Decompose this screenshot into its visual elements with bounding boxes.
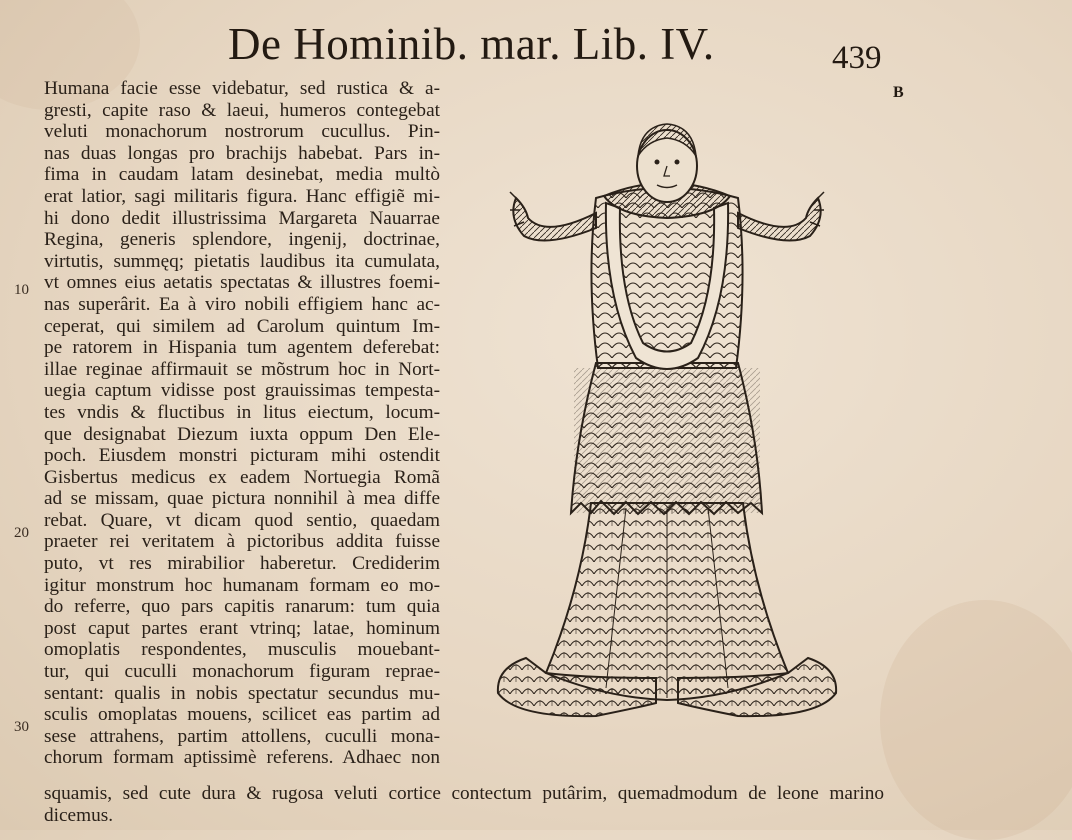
body-line: do referre, quo pars capitis ranarum: tum quia [44,596,440,618]
sea-monk-woodcut [486,118,848,728]
body-line: illae reginae affirmauit se mõstrum hoc in Nort- [44,358,440,380]
body-line: igitur monstrum hoc humanam formam eo mo- [44,574,440,596]
body-line: poch. Eiusdem monstri picturam mihi ostendit [44,445,440,467]
body-text-column [44,78,440,769]
line-number: 10 [14,282,29,298]
body-line: pe ratorem in Hispania tum agentem deferebat: [44,337,440,359]
body-line: chorum formam aptissimè referens. Adhaec non [44,747,440,769]
line-number: 30 [14,719,29,735]
body-line: sentant: qualis in nobis spectatur secundus mu- [44,682,440,704]
body-line: fima in caudam latam desinebat, media multò [44,164,440,186]
body-line: sese attrahens, partim attollens, cuculli mona- [44,725,440,747]
body-line: virtutis, summęq; pietatis laudibus ita cumulata, [44,250,440,272]
body-line: ceperat, qui similem ad Carolum quintum Im- [44,315,440,337]
body-line: que designabat Diezum iuxta oppum Den Ele- [44,423,440,445]
line-number: 20 [14,525,29,541]
body-line: vt omnes eius aetatis spectatas & illustres foemi- [44,272,440,294]
body-line: tes vndis & fluctibus in litus eiectum, locum- [44,401,440,423]
body-line: nas superârit. Ea à viro nobili effigiem hanc ac- [44,293,440,315]
body-line: puto, vt res mirabilior haberetur. Crediderim [44,553,440,575]
signature-mark: B [893,84,904,101]
body-line: veluti monachorum nostrorum cucullus. Pin- [44,121,440,143]
body-line: Gisbertus medicus ex eadem Nortuegia Romã [44,466,440,488]
body-line: gresti, capite raso & laeui, humeros contegebat [44,99,440,121]
body-final-line: dicemus. [44,805,114,826]
body-line: post caput partes erant vtrinq; latae, hominum [44,617,440,639]
paper-stain [880,600,1072,840]
right-fin [738,198,821,241]
body-line: nas duas longas pro brachijs habebat. Pars in- [44,142,440,164]
body-line: hi dono dedit illustrissima Margareta Nauarrae [44,207,440,229]
body-line: omoplatis respondentes, musculis mouebant- [44,639,440,661]
body-line: uegia captum vidisse post grauissimas tempesta- [44,380,440,402]
body-line: rebat. Quare, vt dicam quod sentio, quaedam [44,509,440,531]
body-line: ad se missam, quae pictura nonnihil à mea diffe [44,488,440,510]
body-line: Humana facie esse videbatur, sed rustica & a- [44,78,440,99]
page-number: 439 [832,40,882,76]
body-line: praeter rei veritatem à pictoribus addita fuisse [44,531,440,553]
left-fin [513,198,596,241]
body-line: Regina, generis splendore, ingenij, doctrinae, [44,229,440,251]
body-line: tur, qui cuculli monachorum figuram reprae- [44,661,440,683]
running-title: De Hominib. mar. Lib. IV. [228,19,715,69]
body-line-full-width: squamis, sed cute dura & rugosa veluti cortice contectum putârim, quemadmodum de leone marino [44,783,884,804]
body-line: erat latior, sagi militaris figura. Hanc effigiẽ mi- [44,185,440,207]
body-line: sculis omoplatas mouens, scilicet eas partim ad [44,704,440,726]
